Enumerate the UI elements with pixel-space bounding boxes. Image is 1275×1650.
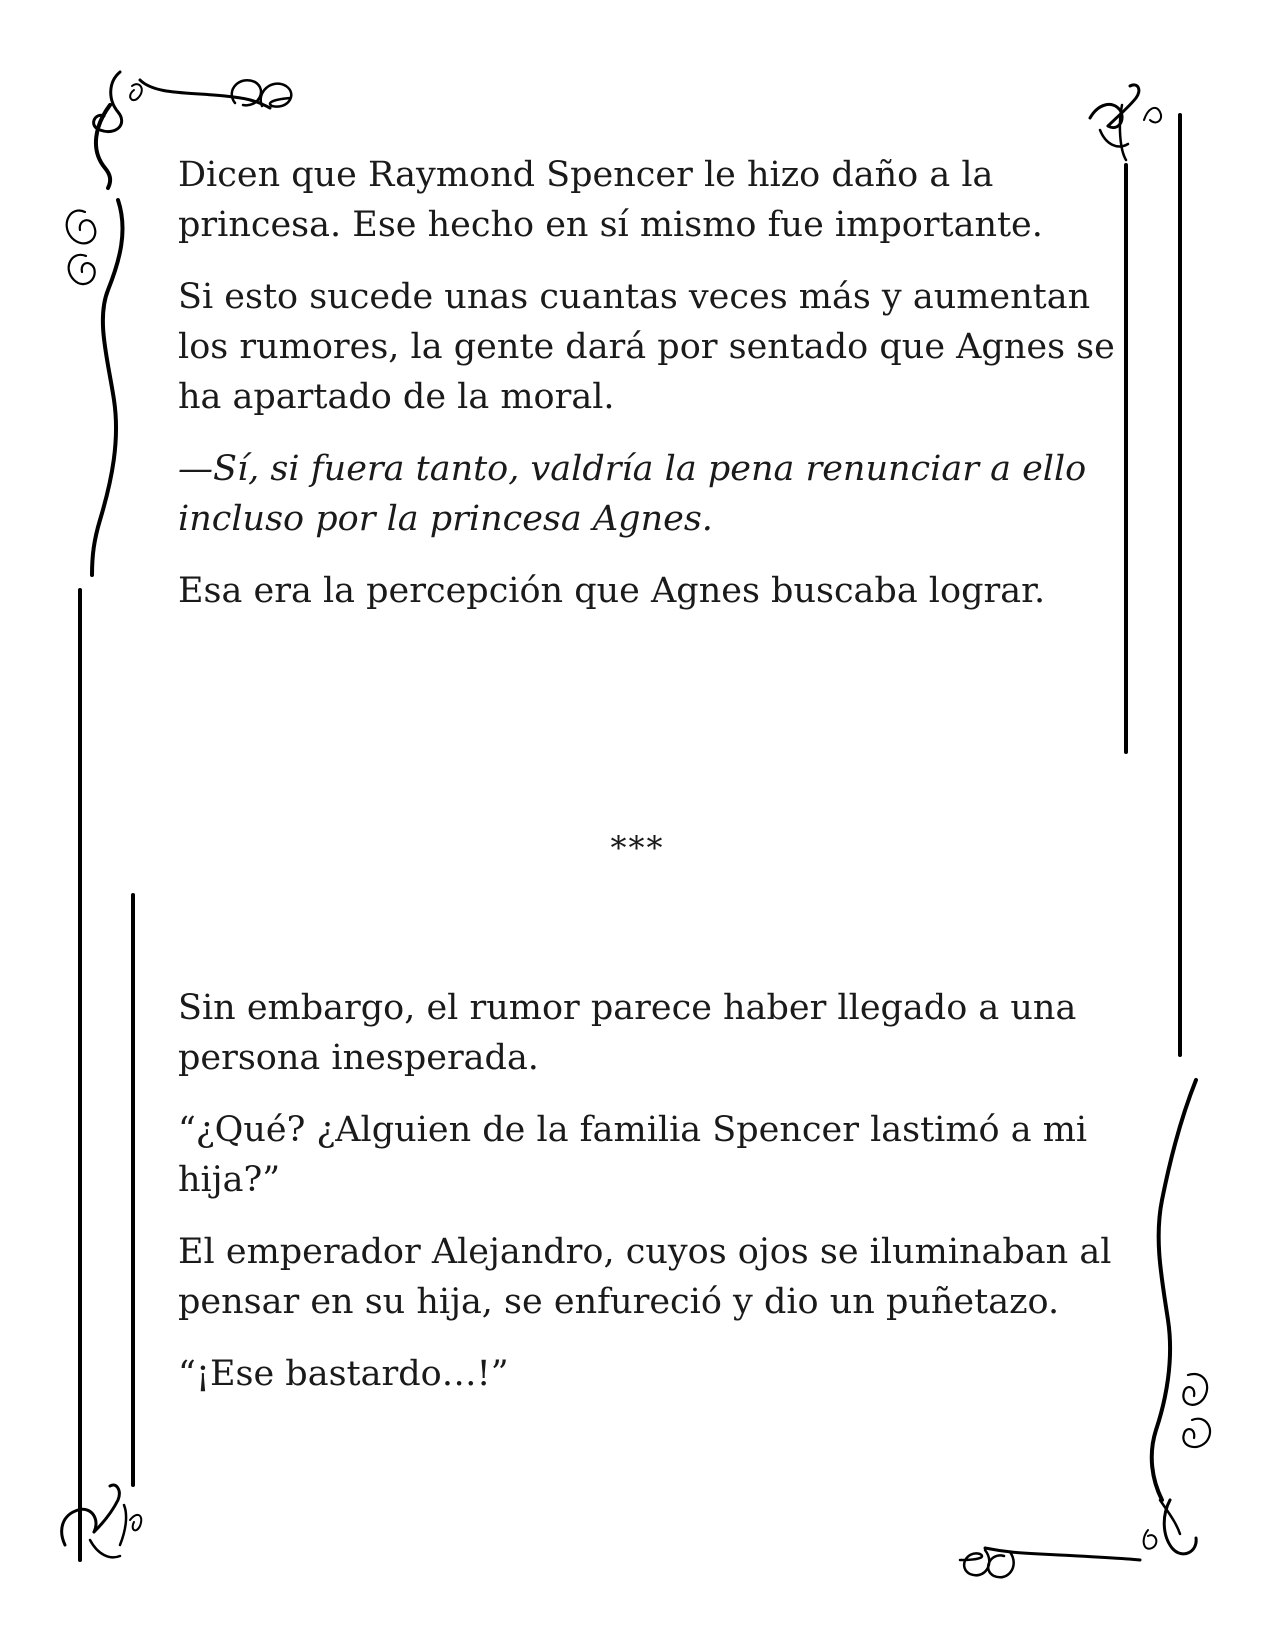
- paragraph-6-dialogue: “¿Qué? ¿Alguien de la familia Spencer lastimó a mi hija?”: [178, 1110, 1088, 1200]
- section-separator: ***: [610, 829, 665, 867]
- text-block-2: [178, 983, 1118, 1399]
- paragraph-4: Esa era la percepción que Agnes buscaba lograr.: [178, 571, 1046, 611]
- paragraph-3-italic: —Sí, si fuera tanto, valdría la pena renunciar a ello incluso por la princesa Agnes.: [178, 449, 1087, 539]
- top-right-flourish: [1090, 85, 1161, 160]
- paragraph-1: Dicen que Raymond Spencer le hizo daño a la princesa. Ese hecho en sí mismo fue importante.: [178, 155, 1043, 245]
- paragraph-2: Si esto sucede unas cuantas veces más y aumentan los rumores, la gente dará por sentado que Agnes se ha apartado de la moral.: [178, 277, 1115, 417]
- paragraph-7: El emperador Alejandro, cuyos ojos se iluminaban al pensar en su hija, se enfureció y dio un puñetazo.: [178, 1232, 1112, 1322]
- bottom-left-flourish: [62, 1485, 142, 1557]
- paragraph-8-dialogue: “¡Ese bastardo…!”: [178, 1354, 509, 1394]
- text-block-1: [178, 150, 1118, 616]
- paragraph-5: Sin embargo, el rumor parece haber llegado a una persona inesperada.: [178, 988, 1077, 1078]
